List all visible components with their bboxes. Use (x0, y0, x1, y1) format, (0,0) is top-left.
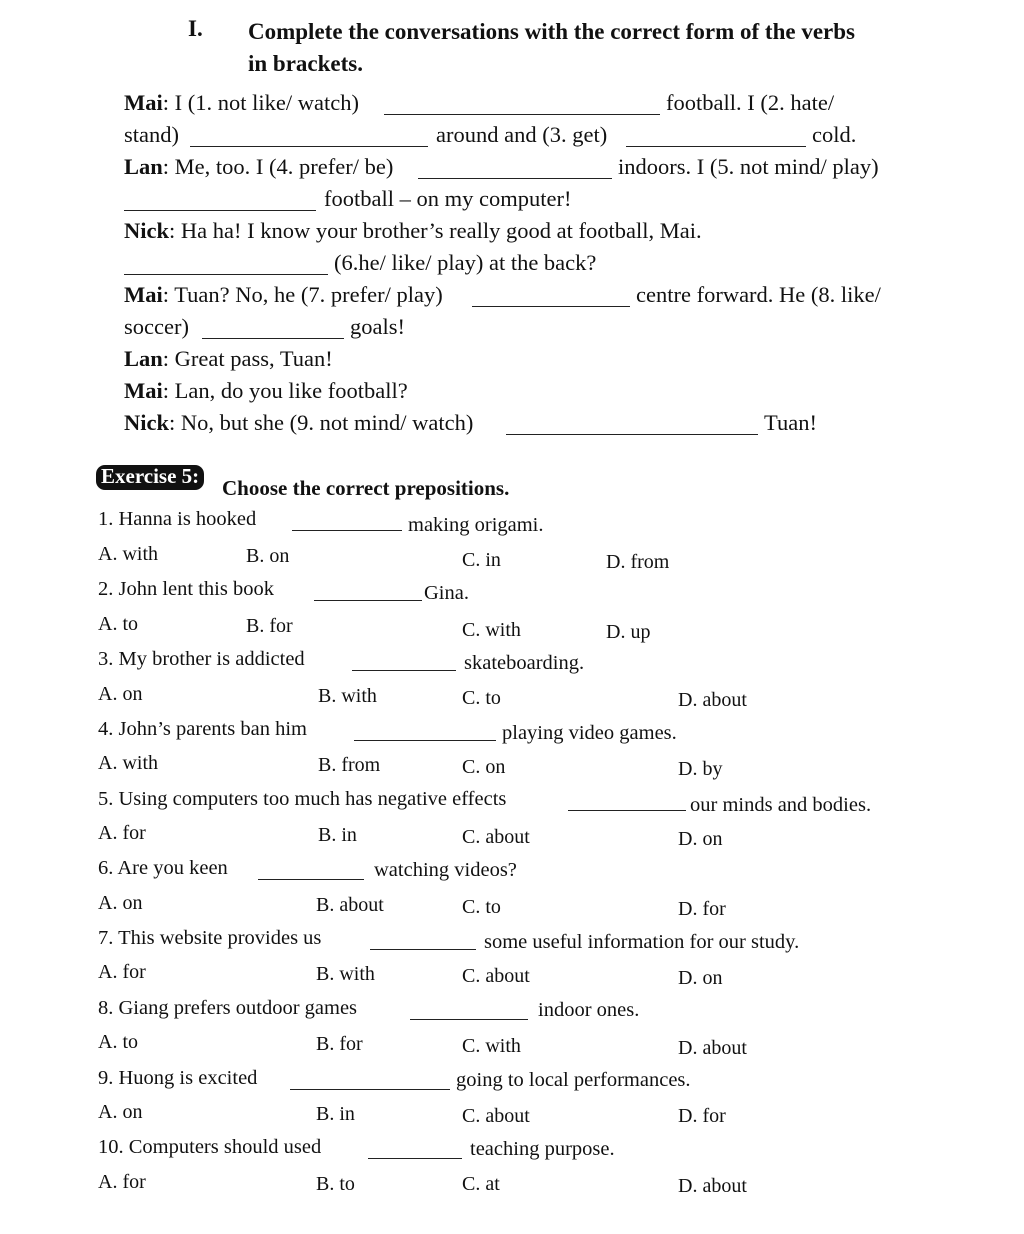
speaker-name: Lan (124, 346, 163, 371)
option-c[interactable]: C. with (462, 619, 521, 641)
answer-blank-2[interactable] (190, 128, 428, 147)
option-b[interactable]: B. to (316, 1173, 355, 1195)
conversation-line-10 (124, 378, 408, 404)
line-text: : Me, too. I (4. prefer/ be) (162, 154, 394, 179)
conversation-line-1 (124, 90, 359, 116)
option-a[interactable]: A. for (98, 961, 146, 983)
line-text: stand) (124, 122, 179, 147)
option-c[interactable]: C. about (462, 826, 530, 848)
answer-blank-1[interactable] (384, 96, 660, 115)
line-text: centre forward. He (8. like/ (636, 282, 881, 307)
option-c[interactable]: C. to (462, 687, 501, 709)
option-d[interactable]: D. for (678, 1105, 726, 1127)
speaker-name: Lan (124, 154, 163, 179)
option-d[interactable]: D. about (678, 689, 747, 711)
option-a[interactable]: A. for (98, 822, 146, 844)
option-b[interactable]: B. for (316, 1033, 363, 1055)
option-d[interactable]: D. about (678, 1175, 747, 1197)
question-blank[interactable] (314, 584, 422, 601)
question-tail: going to local performances. (456, 1069, 691, 1091)
answer-blank-8[interactable] (202, 320, 344, 339)
question-stem: 9. Huong is excited (98, 1067, 258, 1089)
option-b[interactable]: B. about (316, 894, 384, 916)
line-text: : Ha ha! I know your brother’s really good at football, Mai. (169, 218, 702, 243)
option-d[interactable]: D. about (678, 1037, 747, 1059)
option-d[interactable]: D. from (606, 551, 670, 573)
line-text: Tuan! (764, 410, 817, 435)
option-b[interactable]: B. on (246, 545, 290, 567)
question-tail: our minds and bodies. (690, 794, 872, 816)
line-text: (6.he/ like/ play) at the back? (334, 250, 597, 275)
line-text: : Tuan? No, he (7. prefer/ play) (162, 282, 443, 307)
question-tail: teaching purpose. (470, 1138, 615, 1160)
option-b[interactable]: B. in (316, 1103, 355, 1125)
option-c[interactable]: C. about (462, 1105, 530, 1127)
option-a[interactable]: A. to (98, 1031, 138, 1053)
answer-blank-9[interactable] (506, 416, 758, 435)
conversation-line-7 (124, 282, 443, 308)
line-text: around and (3. get) (436, 122, 608, 147)
question-blank[interactable] (568, 794, 686, 811)
option-d[interactable]: D. by (678, 758, 723, 780)
answer-blank-3[interactable] (626, 128, 806, 147)
option-a[interactable]: A. with (98, 752, 158, 774)
question-tail: playing video games. (502, 722, 677, 744)
question-tail: indoor ones. (538, 999, 640, 1021)
exercise-badge: Exercise 5: (96, 465, 204, 490)
line-text: cold. (812, 122, 857, 147)
option-a[interactable]: A. to (98, 613, 138, 635)
question-blank[interactable] (370, 933, 476, 950)
option-b[interactable]: B. with (316, 963, 375, 985)
option-a[interactable]: A. with (98, 543, 158, 565)
option-c[interactable]: C. about (462, 965, 530, 987)
speaker-name: Nick (124, 410, 169, 435)
conversation-line-3 (124, 154, 393, 180)
question-tail: skateboarding. (464, 652, 585, 674)
option-a[interactable]: A. for (98, 1171, 146, 1193)
question-stem: 4. John’s parents ban him (98, 718, 307, 740)
line-text: soccer) (124, 314, 189, 339)
line-text: football. I (2. hate/ (666, 90, 835, 115)
question-blank[interactable] (354, 724, 496, 741)
question-stem: 7. This website provides us (98, 927, 322, 949)
answer-blank-4[interactable] (418, 160, 612, 179)
exercise-title: Choose the correct prepositions. (222, 476, 510, 500)
speaker-name: Mai (124, 282, 163, 307)
conversation-line-5 (124, 218, 702, 244)
option-b[interactable]: B. in (318, 824, 357, 846)
line-text: indoors. I (5. not mind/ play) (618, 154, 879, 179)
line-text: : I (1. not like/ watch) (162, 90, 359, 115)
option-d[interactable]: D. on (678, 967, 723, 989)
section-title-line2: in brackets. (248, 51, 363, 76)
option-d[interactable]: D. up (606, 621, 651, 643)
question-blank[interactable] (258, 863, 364, 880)
conversation-line-9 (124, 346, 333, 372)
question-tail: some useful information for our study. (484, 931, 800, 953)
option-b[interactable]: B. with (318, 685, 377, 707)
line-text: : Great pass, Tuan! (162, 346, 333, 371)
option-c[interactable]: C. at (462, 1173, 500, 1195)
answer-blank-7[interactable] (472, 288, 630, 307)
conversation-line-11 (124, 410, 473, 436)
question-tail: watching videos? (374, 859, 517, 881)
question-stem: 10. Computers should used (98, 1136, 322, 1158)
question-tail: Gina. (424, 582, 469, 604)
question-stem: 5. Using computers too much has negative effects (98, 788, 507, 810)
speaker-name: Mai (124, 378, 163, 403)
question-tail: making origami. (408, 514, 544, 536)
option-c[interactable]: C. in (462, 549, 501, 571)
question-blank[interactable] (352, 654, 456, 671)
answer-blank-5[interactable] (124, 192, 316, 211)
line-text: goals! (350, 314, 405, 339)
question-stem: 6. Are you keen (98, 857, 228, 879)
question-stem: 1. Hanna is hooked (98, 508, 257, 530)
line-text: football – on my computer! (324, 186, 572, 211)
line-text: : No, but she (9. not mind/ watch) (169, 410, 474, 435)
option-b[interactable]: B. for (246, 615, 293, 637)
question-blank[interactable] (290, 1073, 450, 1090)
section-title-line1: Complete the conversations with the correct form of the verbs (248, 19, 855, 44)
answer-blank-6[interactable] (124, 256, 328, 275)
option-c[interactable]: C. to (462, 896, 501, 918)
question-blank[interactable] (292, 514, 402, 531)
question-stem: 3. My brother is addicted (98, 648, 305, 670)
question-stem: 2. John lent this book (98, 578, 274, 600)
option-a[interactable]: A. on (98, 683, 143, 705)
question-stem: 8. Giang prefers outdoor games (98, 997, 358, 1019)
option-d[interactable]: D. for (678, 898, 726, 920)
option-d[interactable]: D. on (678, 828, 723, 850)
question-blank[interactable] (368, 1142, 462, 1159)
option-a[interactable]: A. on (98, 892, 143, 914)
line-text: : Lan, do you like football? (162, 378, 408, 403)
option-b[interactable]: B. from (318, 754, 381, 776)
option-a[interactable]: A. on (98, 1101, 143, 1123)
question-blank[interactable] (410, 1003, 528, 1020)
option-c[interactable]: C. with (462, 1035, 521, 1057)
option-c[interactable]: C. on (462, 756, 506, 778)
speaker-name: Mai (124, 90, 163, 115)
section-number: I. (188, 16, 203, 41)
speaker-name: Nick (124, 218, 169, 243)
